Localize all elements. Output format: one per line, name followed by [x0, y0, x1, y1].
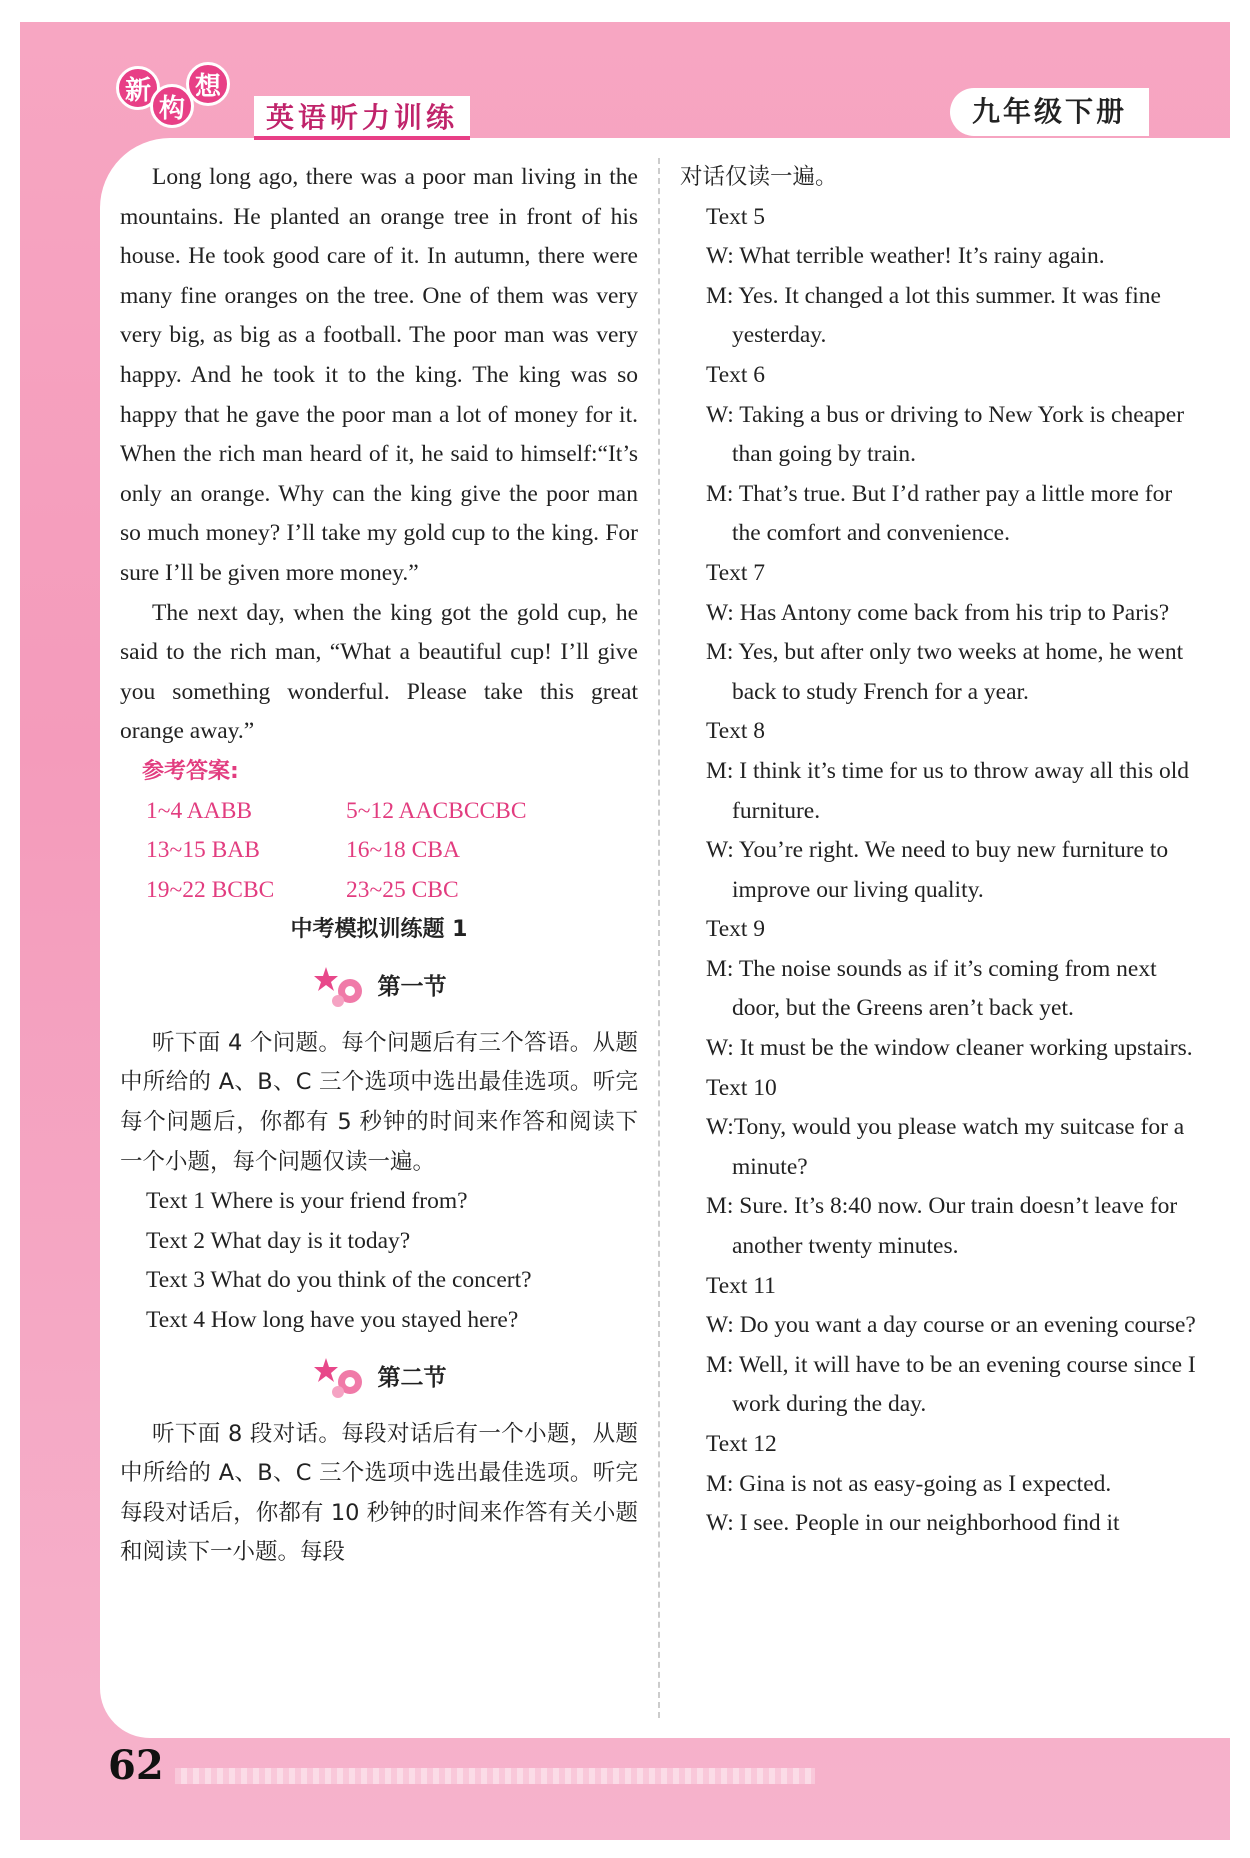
answer-row: [120, 831, 638, 871]
column-divider: [658, 158, 660, 1718]
section-1-heading: [120, 950, 638, 1024]
badge-char-2: 构: [150, 84, 194, 128]
footer-decoration: [175, 1768, 815, 1784]
dialogue-line: W: I see. People in our neighborhood find it: [706, 1510, 1120, 1537]
text-label: Text 7: [706, 559, 766, 586]
continuation-text: 对话仅读一遍。: [680, 164, 838, 190]
badge-char-1: 新: [116, 66, 160, 110]
dialogue-line: M: I think it’s time for us to throw away all this old furniture.: [706, 757, 1190, 824]
dialogue-line: M: Gina is not as easy-going as I expected.: [706, 1470, 1112, 1497]
answer-item: 19~22 BCBC: [146, 876, 275, 903]
question-line: Text 2 What day is it today?: [146, 1227, 411, 1254]
dialogue-line: M: That’s true. But I’d rather pay a little more for the comfort and convenience.: [706, 480, 1173, 547]
section-2-instructions: 听下面 8 段对话。每段对话后有一个小题，从题中所给的 A、B、C 三个选项中选出最佳选项。听完每段对话后，你都有 10 秒钟的时间来作答有关小题和阅读下一小题。每段: [120, 1420, 638, 1566]
dialogue-line: M: Sure. It’s 8:40 now. Our train doesn’t leave for another twenty minutes.: [706, 1193, 1178, 1260]
answer-item: 13~15 BAB: [146, 837, 260, 864]
section-2-title: 第二节: [377, 1364, 447, 1391]
dialogue-line: M: Yes. It changed a lot this summer. It was fine yesterday.: [706, 282, 1161, 349]
dialogue-line: W: Taking a bus or driving to New York is cheaper than going by train.: [706, 401, 1185, 468]
dialogue-line: W: Do you want a day course or an evening course?: [706, 1312, 1196, 1339]
question-line: Text 4 How long have you stayed here?: [146, 1307, 519, 1334]
dialogue-line: W: You’re right. We need to buy new furniture to improve our living quality.: [706, 837, 1169, 903]
question-line: Text 3 What do you think of the concert?: [146, 1267, 532, 1294]
dialogue-line: W: It must be the window cleaner working upstairs.: [706, 1035, 1193, 1062]
story-paragraph-1: Long long ago, there was a poor man living in the mountains. He planted an orange tree in front of his house. He took good care of it. In autumn, there were many fine oranges on the tree. One of them was very very big, as big as a football. The poor man was very happy. And he took it to the king. The king was so happy that he gave the poor man a lot of money for it. When the rich man heard of it, he said to himself:“It’s only an orange. Why can the king give the poor man so much money? I’ll take my gold cup to the king. For sure I’ll be given more money.”: [120, 164, 638, 586]
badge-char-3: 想: [186, 62, 230, 106]
grade-label: 九年级下册: [950, 88, 1149, 136]
answer-row: [120, 871, 638, 911]
dialogue-line: W: What terrible weather! It’s rainy again.: [706, 243, 1105, 270]
section-2-heading: [120, 1341, 638, 1415]
text-label: Text 12: [706, 1431, 777, 1457]
dialogue-line: W: Has Antony come back from his trip to Paris?: [706, 599, 1170, 626]
text-label: Text 5: [706, 203, 766, 230]
text-label: Text 10: [706, 1074, 777, 1101]
left-column: [120, 158, 638, 1573]
flower-icon: [312, 963, 370, 1011]
answers-title: 参考答案:: [142, 758, 239, 784]
answer-row: [120, 792, 638, 832]
question-line: Text 1 Where is your friend from?: [146, 1188, 468, 1215]
text-label: Text 6: [706, 361, 766, 388]
text-label: Text 9: [706, 916, 766, 943]
answer-item: 5~12 AACBCCBC: [346, 797, 527, 824]
book-title: 英语听力训练: [254, 96, 470, 140]
flower-icon: [312, 1354, 370, 1402]
answer-item: 23~25 CBC: [346, 876, 459, 903]
dialogue-line: M: Yes, but after only two weeks at home, he went back to study French for a year.: [706, 639, 1184, 705]
text-label: Text 8: [706, 718, 766, 745]
text-label: Text 11: [706, 1272, 776, 1299]
answer-item: 16~18 CBA: [346, 837, 460, 864]
dialogue-line: M: Well, it will have to be an evening course since I work during the day.: [706, 1351, 1196, 1418]
page-number: 62: [108, 1742, 164, 1789]
dialogue-line: M: The noise sounds as if it’s coming from next door, but the Greens aren’t back yet.: [706, 955, 1157, 1022]
answer-item: 1~4 AABB: [146, 797, 253, 824]
exam-title: 中考模拟训练题 1: [290, 917, 468, 943]
dialogue-line: W:Tony, would you please watch my suitcase for a minute?: [706, 1114, 1185, 1180]
section-1-instructions: 听下面 4 个问题。每个问题后有三个答语。从题中所给的 A、B、C 三个选项中选出最佳选项。听完每个问题后，你都有 5 秒钟的时间来作答和阅读下一个小题，每个问题仅读一遍。: [120, 1029, 638, 1175]
story-paragraph-2: The next day, when the king got the gold cup, he said to the rich man, “What a beautiful cup! I’ll give you something wonderful. Please take this great orange away.”: [120, 599, 638, 745]
section-1-title: 第一节: [377, 973, 447, 1000]
right-column: [680, 158, 1200, 1544]
